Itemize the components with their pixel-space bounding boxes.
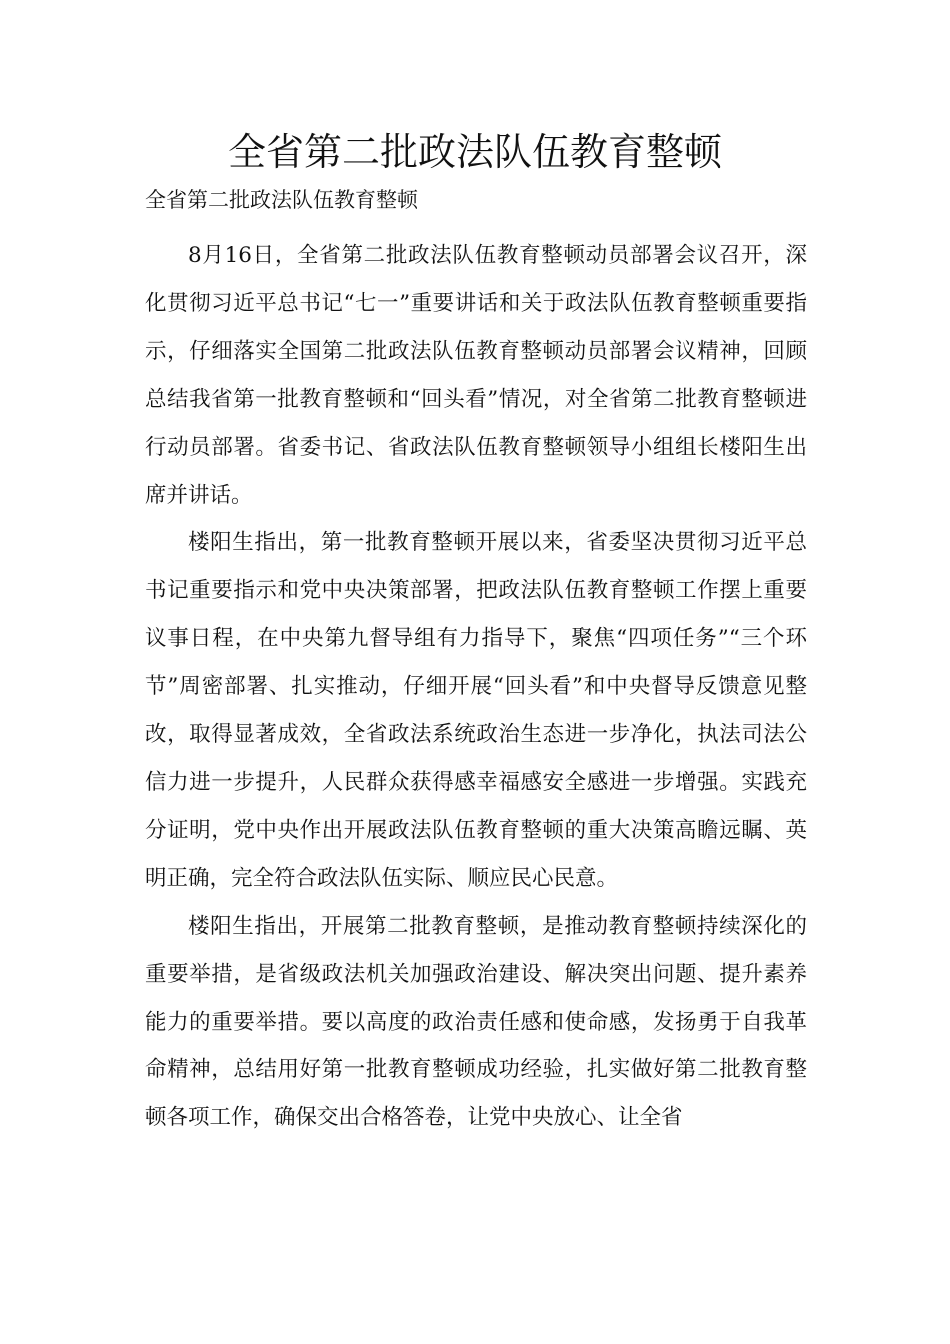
document-title: 全省第二批政法队伍教育整顿 [227,130,722,174]
document-body [145,232,807,1142]
paragraph-1: 8月16日，全省第二批政法队伍教育整顿动员部署会议召开，深化贯彻习近平总书记“七一”重要讲话和关于政法队伍教育整顿重要指示，仔细落实全国第二批政法队伍教育整顿动员部署会议精神，回顾总结我省第一批教育整顿和“回头看”情况，对全省第二批教育整顿进行动员部署。省委书记、省政法队伍教育整顿领导小组组长楼阳生出席并讲话。 [145,243,807,508]
paragraph-3: 楼阳生指出，开展第二批教育整顿，是推动教育整顿持续深化的重要举措，是省级政法机关加强政治建设、解决突出问题、提升素养能力的重要举措。要以高度的政治责任感和使命感，发扬勇于自我革命精神，总结用好第一批教育整顿成功经验，扎实做好第二批教育整顿各项工作，确保交出合格答卷，让党中央放心、让全省 [145,913,807,1131]
paragraph-2: 楼阳生指出，第一批教育整顿开展以来，省委坚决贯彻习近平总书记重要指示和党中央决策部署，把政法队伍教育整顿工作摆上重要议事日程，在中央第九督导组有力指导下，聚焦“四项任务”“三个环节”周密部署、扎实推动，仔细开展“回头看”和中央督导反馈意见整改，取得显著成效，全省政法系统政治生态进一步净化，执法司法公信力进一步提升，人民群众获得感幸福感安全感进一步增强。实践充分证明，党中央作出开展政法队伍教育整顿的重大决策高瞻远瞩、英明正确，完全符合政法队伍实际、顺应民心民意。 [145,530,807,891]
document-subtitle: 全省第二批政法队伍教育整顿 [145,188,418,212]
